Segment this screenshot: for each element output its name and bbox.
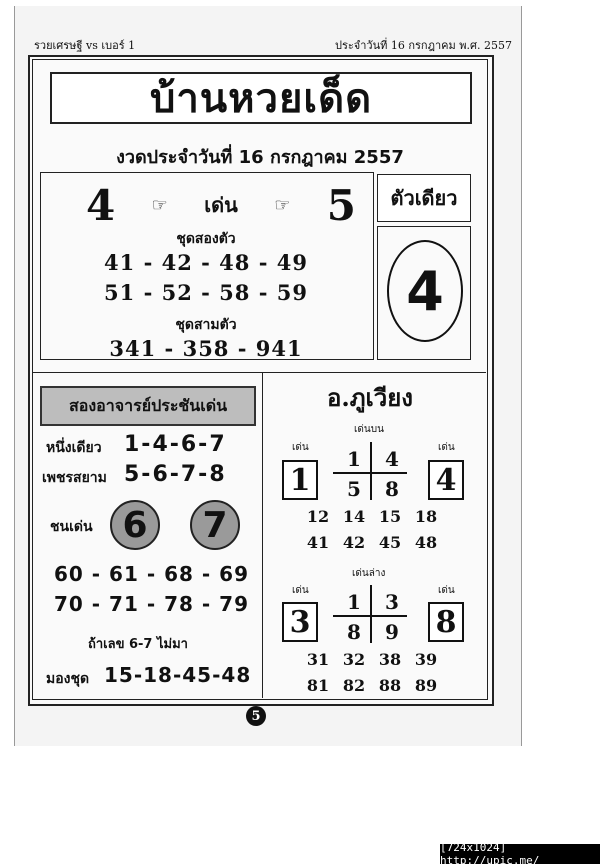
upper-cross-4: 8 — [385, 477, 399, 501]
upper-cross-v — [370, 442, 372, 500]
three-digit-row: 341 - 358 - 941 — [109, 336, 303, 361]
draw-date: งวดประจำวันที่ 16 กรกฎาคม 2557 — [116, 147, 404, 168]
watermark-link[interactable]: [724x1024] http://upic.me/ — [440, 844, 600, 864]
section-divider — [32, 372, 486, 373]
pointing-hand-right-icon: ☞ — [151, 194, 168, 216]
single-digit-label: ตัวเดียว — [377, 174, 471, 222]
column-divider — [262, 372, 263, 698]
upper-cross-2: 4 — [385, 447, 399, 471]
lower-cross-v — [370, 585, 372, 643]
lead-left-digit: 4 — [86, 180, 116, 230]
three-digit-label: ชุดสามตัว — [175, 317, 237, 333]
two-digit-row-1: 41 - 42 - 48 - 49 — [104, 250, 308, 275]
pair-row-1: 60 - 61 - 68 - 69 — [54, 562, 250, 586]
upper-right-label: เด่น — [438, 442, 455, 453]
row-value-2: 5-6-7-8 — [124, 462, 227, 487]
two-digit-label: ชุดสองตัว — [176, 231, 236, 247]
lower-r2-3: 88 — [378, 676, 402, 695]
lower-cross-1: 1 — [347, 590, 361, 614]
upper-r2-3: 45 — [378, 533, 402, 552]
upper-left-box: 1 — [282, 460, 318, 500]
upper-r1-4: 18 — [414, 507, 438, 526]
row-label-1: หนึ่งเดียว — [46, 440, 102, 456]
header-right: ประจำวันที่ 16 กรกฎาคม พ.ศ. 2557 — [335, 39, 512, 52]
lower-r2-4: 89 — [414, 676, 438, 695]
upper-r1-2: 14 — [342, 507, 366, 526]
lower-right-box: 8 — [428, 602, 464, 642]
lower-r1-4: 39 — [414, 650, 438, 669]
single-digit-value: 4 — [387, 240, 463, 342]
upper-r1-3: 15 — [378, 507, 402, 526]
lead-right-digit: 5 — [326, 180, 356, 230]
page-number: 5 — [246, 706, 266, 726]
lower-r1-2: 32 — [342, 650, 366, 669]
upper-right-box: 4 — [428, 460, 464, 500]
lead-label: เด่น — [204, 193, 238, 217]
two-digit-row-2: 51 - 52 - 58 - 59 — [104, 280, 308, 305]
lower-right-label: เด่น — [438, 585, 455, 596]
lower-label: เด่นล่าง — [352, 568, 386, 579]
upper-label: เด่นบน — [354, 424, 384, 435]
header-left: รวยเศรษฐี vs เบอร์ 1 — [34, 39, 136, 52]
lower-r1-1: 31 — [306, 650, 330, 669]
note-text: ถ้าเลข 6-7 ไม่มา — [88, 637, 188, 652]
chon-digit-2: 7 — [190, 500, 240, 550]
lower-r1-3: 38 — [378, 650, 402, 669]
upper-cross-3: 5 — [347, 477, 361, 501]
lower-left-box: 3 — [282, 602, 318, 642]
right-title: อ.ภูเวียง — [326, 383, 414, 412]
chon-label: ชนเด่น — [50, 519, 93, 535]
lower-r2-2: 82 — [342, 676, 366, 695]
upper-r2-1: 41 — [306, 533, 330, 552]
upper-r1-1: 12 — [306, 507, 330, 526]
chon-digit-1: 6 — [110, 500, 160, 550]
upper-r2-2: 42 — [342, 533, 366, 552]
pair-row-2: 70 - 71 - 78 - 79 — [54, 592, 250, 616]
row-value-1: 1-4-6-7 — [124, 432, 227, 457]
lower-cross-2: 3 — [385, 590, 399, 614]
upper-cross-1: 1 — [347, 447, 361, 471]
lead-row — [86, 180, 356, 230]
mong-label: มองชุด — [46, 671, 90, 687]
upper-left-label: เด่น — [292, 442, 309, 453]
upper-r2-4: 48 — [414, 533, 438, 552]
lower-cross-3: 8 — [347, 620, 361, 644]
pointing-hand-right-icon: ☞ — [274, 194, 291, 216]
row-label-2: เพชรสยาม — [42, 470, 107, 486]
lower-cross-4: 9 — [385, 620, 399, 644]
left-banner: สองอาจารย์ประชันเด่น — [40, 386, 256, 426]
lower-r2-1: 81 — [306, 676, 330, 695]
mong-value: 15-18-45-48 — [104, 663, 252, 687]
lower-left-label: เด่น — [292, 585, 309, 596]
page-title: บ้านหวยเด็ด — [50, 72, 472, 124]
